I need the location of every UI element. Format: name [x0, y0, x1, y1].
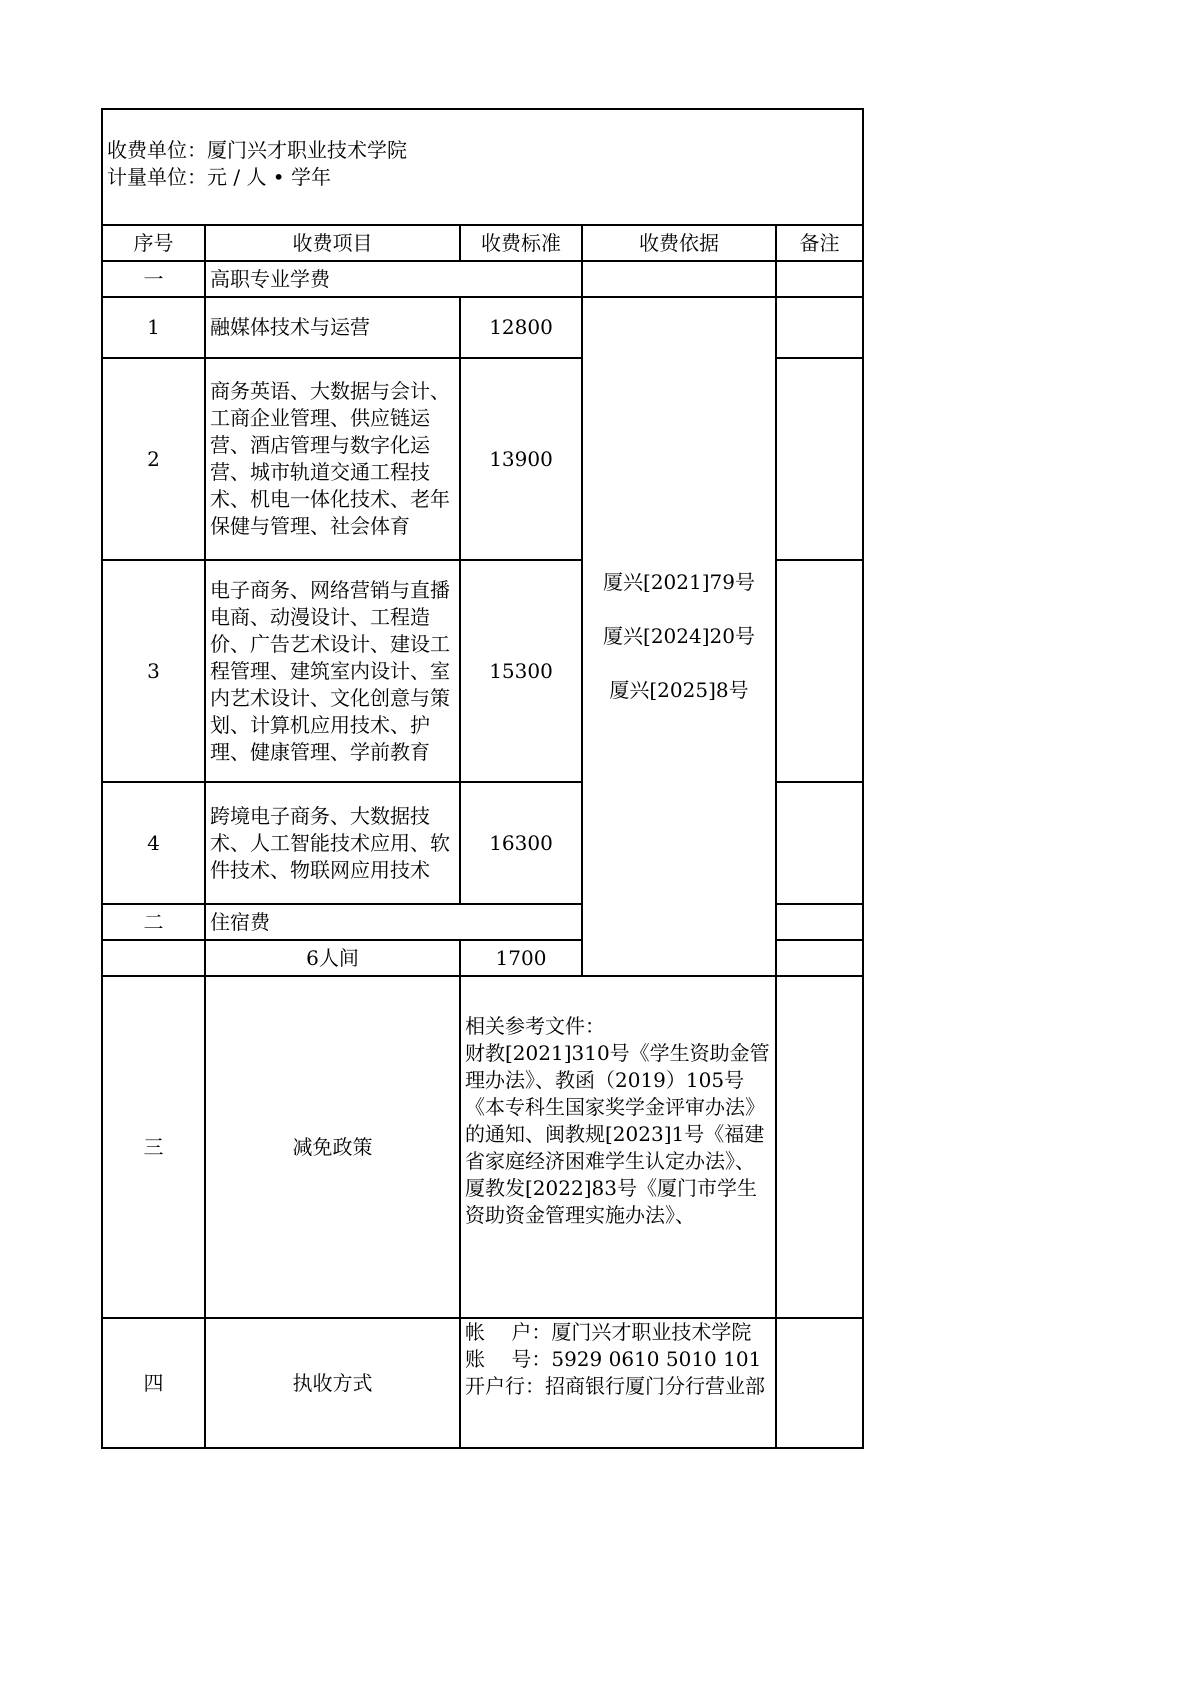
col-basis: 收费依据	[582, 225, 776, 261]
basis-empty	[582, 261, 776, 297]
fee-basis	[582, 297, 776, 976]
row-no: 4	[102, 782, 205, 904]
row-fee: 16300	[460, 782, 582, 904]
collection-details	[460, 1318, 776, 1448]
table-row	[102, 297, 863, 358]
policy-references	[460, 976, 776, 1318]
row-fee: 13900	[460, 358, 582, 560]
section-no: 二	[102, 904, 205, 940]
row-item: 电子商务、网络营销与直播电商、动漫设计、工程造价、广告艺术设计、建设工程管理、建筑室内设计、室内艺术设计、文化创意与策划、计算机应用技术、护理、健康管理、学前教育	[205, 560, 460, 782]
remark-cell	[776, 560, 863, 782]
row-item: 商务英语、大数据与会计、工商企业管理、供应链运营、酒店管理与数字化运营、城市轨道交通工程技术、机电一体化技术、老年保健与管理、社会体育	[205, 358, 460, 560]
row-no: 1	[102, 297, 205, 358]
remark-cell	[776, 976, 863, 1318]
section-row	[102, 261, 863, 297]
basis-doc: 厦兴[2024]20号	[603, 624, 755, 648]
row-no: 2	[102, 358, 205, 560]
remark-cell	[776, 782, 863, 904]
fee-table	[101, 108, 864, 1449]
fee-schedule-sheet	[101, 108, 864, 1449]
remark-cell	[776, 261, 863, 297]
remark-cell	[776, 358, 863, 560]
col-seq: 序号	[102, 225, 205, 261]
section-title: 执收方式	[205, 1318, 460, 1448]
section-no: 四	[102, 1318, 205, 1448]
policy-text: 财教[2021]310号《学生资助金管理办法》、教函（2019）105号《本专科生国家奖学金评审办法》的通知、闽教规[2023]1号《福建省家庭经济困难学生认定办法》、厦教发[2022]83号《厦门市学生资助资金管理实施办法》、	[465, 1041, 770, 1227]
policy-row	[102, 976, 863, 1318]
section-no: 三	[102, 976, 205, 1318]
basis-doc: 厦兴[2021]79号	[603, 570, 755, 594]
section-no: 一	[102, 261, 205, 297]
section-title: 减免政策	[205, 976, 460, 1318]
section-title: 住宿费	[205, 904, 582, 940]
bank-name: 开户行：招商银行厦门分行营业部	[465, 1374, 765, 1398]
measure-unit: 计量单位：元 / 人 • 学年	[107, 165, 331, 189]
col-item: 收费项目	[205, 225, 460, 261]
account-number: 账 号：5929 0610 5010 101	[465, 1347, 762, 1371]
remark-cell	[776, 1318, 863, 1448]
basis-doc: 厦兴[2025]8号	[609, 678, 749, 702]
row-fee: 12800	[460, 297, 582, 358]
remark-cell	[776, 297, 863, 358]
col-standard: 收费标准	[460, 225, 582, 261]
policy-heading: 相关参考文件：	[465, 1014, 605, 1038]
dorm-type: 6人间	[205, 940, 460, 976]
basis-empty	[776, 940, 863, 976]
header-row	[102, 109, 863, 225]
header-info	[102, 109, 863, 225]
row-item: 融媒体技术与运营	[205, 297, 460, 358]
row-no-empty	[102, 940, 205, 976]
row-item: 跨境电子商务、大数据技术、人工智能技术应用、软件技术、物联网应用技术	[205, 782, 460, 904]
section-title: 高职专业学费	[205, 261, 582, 297]
account-name: 帐 户：厦门兴才职业技术学院	[465, 1320, 752, 1344]
row-no: 3	[102, 560, 205, 782]
row-fee: 15300	[460, 560, 582, 782]
charging-unit: 收费单位：厦门兴才职业技术学院	[107, 138, 407, 162]
collection-row	[102, 1318, 863, 1448]
column-header-row	[102, 225, 863, 261]
col-remark: 备注	[776, 225, 863, 261]
remark-cell	[776, 904, 863, 940]
dorm-fee: 1700	[460, 940, 582, 976]
